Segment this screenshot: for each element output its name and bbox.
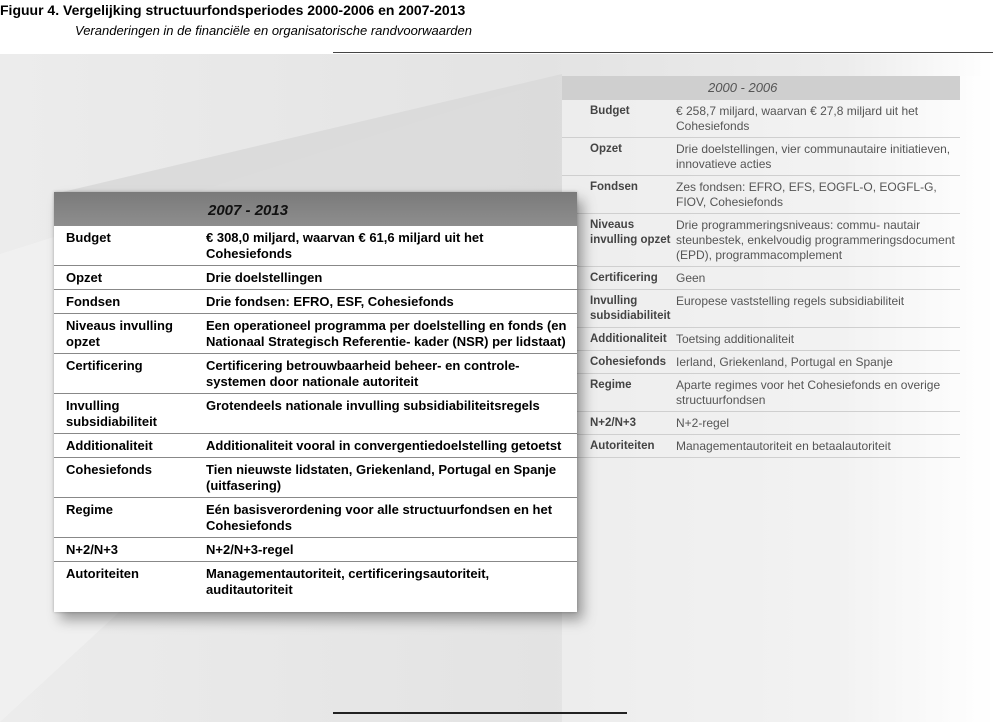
table-old-row-value: Ierland, Griekenland, Portugal en Spanje <box>676 355 893 369</box>
table-old-row-value: Drie doelstellingen, vier communautaire initiatieven, innovatieve acties <box>676 142 951 171</box>
top-rule <box>333 52 993 53</box>
table-new-row-label: Niveaus invulling opzet <box>66 318 173 349</box>
table-old-row-value: Toetsing additionaliteit <box>676 332 795 346</box>
table-old-row-value: N+2-regel <box>676 416 730 430</box>
bottom-rule <box>333 712 627 714</box>
figure-subtitle: Veranderingen in de financiële en organisatorische randvoorwaarden <box>75 23 473 38</box>
table-new-row <box>54 434 577 458</box>
table-new-row-label: N+2/N+3 <box>66 542 119 557</box>
table-old-row <box>562 100 960 138</box>
table-old-row-label: Additionaliteit <box>590 333 667 345</box>
table-old-row <box>562 435 960 458</box>
table-new-row <box>54 538 577 562</box>
table-old-row-label: Opzet <box>590 143 622 155</box>
table-old-row <box>562 351 960 374</box>
table-old-row-label: Regime <box>590 379 632 391</box>
table-new-row-value: € 308,0 miljard, waarvan € 61,6 miljard uit het Cohesiefonds <box>206 230 484 261</box>
table-new-row-value: Drie doelstellingen <box>206 270 323 285</box>
table-new-row <box>54 394 577 434</box>
table-old-row-label: Certificering <box>590 272 658 284</box>
table-new-row-value: Grotendeels nationale invulling subsidiabiliteitsregels <box>206 398 540 413</box>
table-new-row-value: Drie fondsen: EFRO, ESF, Cohesiefonds <box>206 294 454 309</box>
figure-title: Figuur 4. Vergelijking structuurfondsperiodes 2000-2006 en 2007-2013 <box>0 2 466 18</box>
table-old-row <box>562 412 960 435</box>
table-new-row <box>54 266 577 290</box>
table-old-row-value: Managementautoriteit en betaalautoriteit <box>676 439 891 453</box>
table-new-row-value: Certificering betrouwbaarheid beheer- en controle- systemen door nationale autoriteit <box>206 358 520 389</box>
table-new-row <box>54 498 577 538</box>
table-new-row-label: Invulling subsidiabiliteit <box>66 398 158 429</box>
table-2000-2006 <box>562 76 960 458</box>
table-old-row-value: Europese vaststelling regels subsidiabiliteit <box>676 294 905 308</box>
table-old-row-value: Drie programmeringsniveaus: commu- nautair steunbestek, enkelvoudig programmeringsdocument (EPD), programmacomplement <box>676 218 955 262</box>
table-old-row-value: Geen <box>676 271 706 285</box>
table-old-row-label: Autoriteiten <box>590 440 655 452</box>
table-old-header: 2000 - 2006 <box>562 76 960 100</box>
table-old-row <box>562 176 960 214</box>
table-new-row-value: Tien nieuwste lidstaten, Griekenland, Portugal en Spanje (uitfasering) <box>206 462 557 493</box>
table-old-row-value: Zes fondsen: EFRO, EFS, EOGFL-O, EOGFL-G, FIOV, Cohesiefonds <box>676 180 937 209</box>
table-new-row-value: Een operationeel programma per doelstelling en fonds (en Nationaal Strategisch Referentie- kader (NSR) per lidstaat) <box>206 318 567 349</box>
table-2007-2013 <box>54 192 577 612</box>
table-new-row-value: Eén basisverordening voor alle structuurfondsen en het Cohesiefonds <box>206 502 553 533</box>
table-new-row-label: Certificering <box>66 358 143 373</box>
table-new-header: 2007 - 2013 <box>54 192 577 226</box>
table-new-row <box>54 354 577 394</box>
table-new-row-label: Additionaliteit <box>66 438 153 453</box>
table-new-row-value: N+2/N+3-regel <box>206 542 294 557</box>
table-old-row <box>562 267 960 290</box>
table-old-row <box>562 328 960 351</box>
table-new-row-label: Fondsen <box>66 294 121 309</box>
table-old-row-label: Niveaus invulling opzet <box>590 219 671 246</box>
table-old-row-label: Budget <box>590 105 630 117</box>
table-new-row-label: Cohesiefonds <box>66 462 152 477</box>
table-old-row-label: Fondsen <box>590 181 638 193</box>
table-old-row-value: € 258,7 miljard, waarvan € 27,8 miljard uit het Cohesiefonds <box>676 104 919 133</box>
table-new-row-label: Regime <box>66 502 113 517</box>
table-new-row <box>54 314 577 354</box>
table-new-row <box>54 226 577 266</box>
table-old-row-value: Aparte regimes voor het Cohesiefonds en overige structuurfondsen <box>676 378 941 407</box>
table-old-row <box>562 214 960 267</box>
table-new-row-label: Autoriteiten <box>66 566 139 581</box>
table-new-row-label: Budget <box>66 230 111 245</box>
table-new-row-value: Additionaliteit vooral in convergentiedoelstelling getoetst <box>206 438 562 453</box>
table-new-row <box>54 290 577 314</box>
table-new-row <box>54 458 577 498</box>
table-old-row-label: Invulling subsidiabiliteit <box>590 295 671 322</box>
table-new-row <box>54 562 577 612</box>
table-old-row <box>562 290 960 328</box>
table-old-row-label: N+2/N+3 <box>590 417 637 429</box>
table-old-row-label: Cohesiefonds <box>590 356 667 368</box>
table-new-row-label: Opzet <box>66 270 103 285</box>
table-old-row <box>562 374 960 412</box>
table-new-row-value: Managementautoriteit, certificeringsautoriteit, auditautoriteit <box>206 566 490 597</box>
table-old-row <box>562 138 960 176</box>
